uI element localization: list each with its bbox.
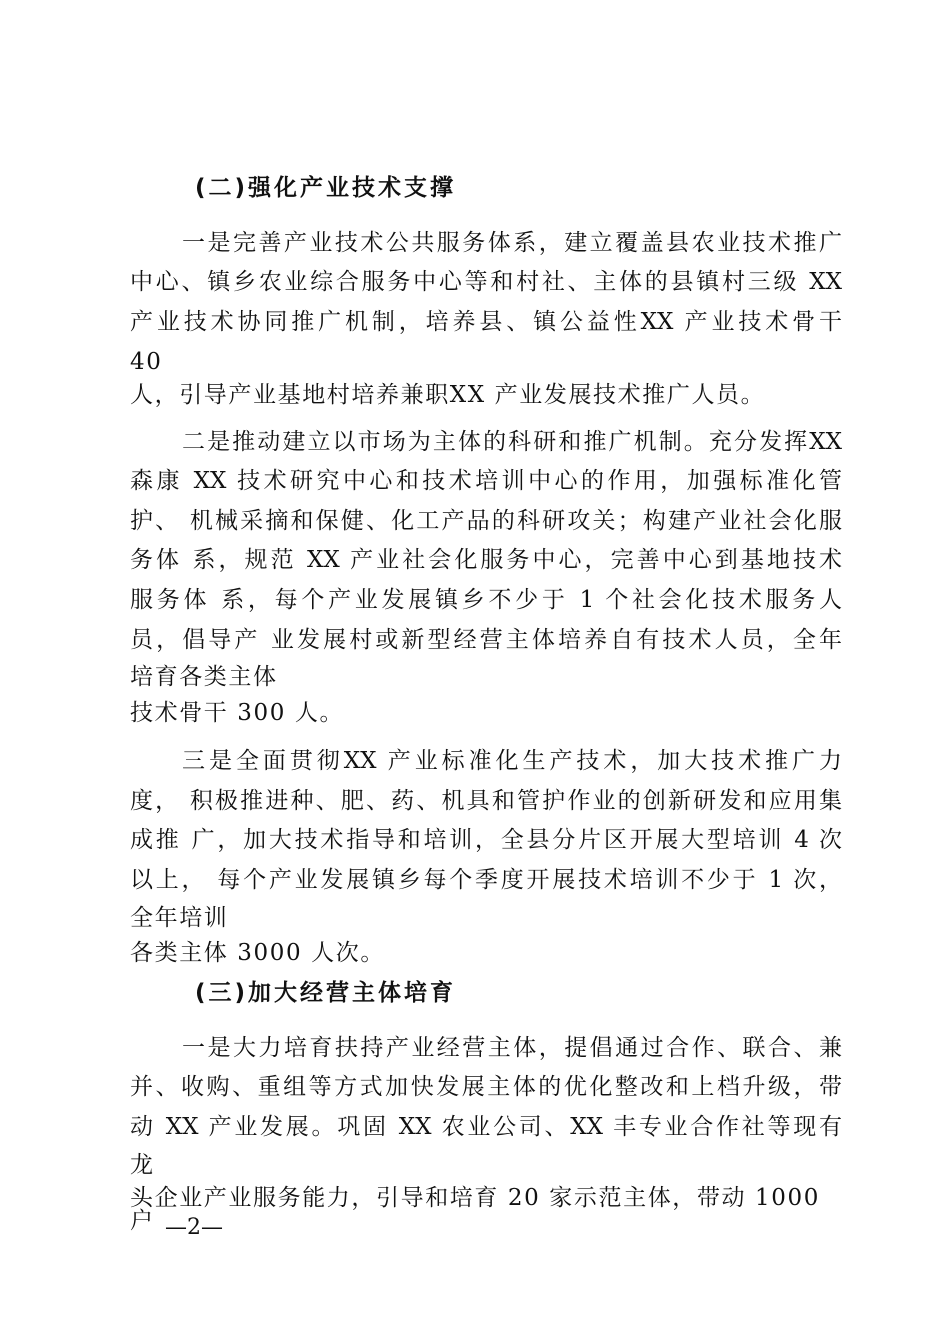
paragraph-4-line: 并、收购、重组等方式加快发展主体的优化整改和上档升级，带	[130, 1074, 842, 1100]
paragraph-3-line: 度， 积极推进种、肥、药、机具和管护作业的创新研发和应用集	[130, 788, 842, 814]
paragraph-2-line: 服务体 系，每个产业发展镇乡不少于 1 个社会化技术服务人	[130, 587, 842, 613]
paragraph-3-line: 各类主体 3000 人次。	[130, 940, 385, 966]
paragraph-1-line: 人，引导产业基地村培养兼职XX 产业发展技术推广人员。	[130, 382, 766, 408]
paragraph-3-line: 全年培训	[130, 905, 229, 931]
paragraph-2-line: 员，倡导产 业发展村或新型经营主体培养自有技术人员，全年	[130, 627, 842, 653]
paragraph-4-line: 龙	[130, 1152, 155, 1178]
paragraph-3-line: 以上， 每个产业发展镇乡每个季度开展技术培训不少于 1 次，	[130, 867, 842, 893]
paragraph-2-line: 技术骨干 300 人。	[130, 700, 345, 726]
paragraph-4-line: 一是大力培育扶持产业经营主体，提倡通过合作、联合、兼	[182, 1035, 842, 1061]
paragraph-2-line: 培育各类主体	[130, 664, 278, 690]
paragraph-4-line: 头企业产业服务能力，引导和培育 20 家示范主体，带动 1000	[130, 1185, 820, 1211]
paragraph-2-line: 二是推动建立以市场为主体的科研和推广机制。充分发挥XX	[182, 429, 842, 455]
paragraph-1-line: 40	[130, 349, 163, 375]
paragraph-4-line: 户	[130, 1208, 155, 1234]
paragraph-1-line: 中心、镇乡农业综合服务中心等和村社、主体的县镇村三级 XX	[130, 269, 842, 295]
paragraph-1-line: 产业技术协同推广机制，培养县、镇公益性XX 产业技术骨干	[130, 309, 842, 335]
paragraph-3-line: 成推 广，加大技术指导和培训，全县分片区开展大型培训 4 次	[130, 827, 842, 853]
page-number: —2—	[165, 1215, 223, 1240]
paragraph-1-line: 一是完善产业技术公共服务体系，建立覆盖县农业技术推广	[182, 230, 842, 256]
paragraph-2-line: 务体 系，规范 XX 产业社会化服务中心，完善中心到基地技术	[130, 547, 842, 573]
section-heading-3: (三)加大经营主体培育	[195, 980, 457, 1006]
paragraph-4-line: 动 XX 产业发展。巩固 XX 农业公司、XX 丰专业合作社等现有	[130, 1114, 842, 1140]
paragraph-2-line: 森康 XX 技术研究中心和技术培训中心的作用，加强标准化管	[130, 468, 842, 494]
paragraph-2-line: 护、 机械采摘和保健、化工产品的科研攻关；构建产业社会化服	[130, 508, 842, 534]
paragraph-3-line: 三是全面贯彻XX 产业标准化生产技术，加大技术推广力	[182, 748, 842, 774]
section-heading-2: (二)强化产业技术支撑	[195, 175, 457, 201]
